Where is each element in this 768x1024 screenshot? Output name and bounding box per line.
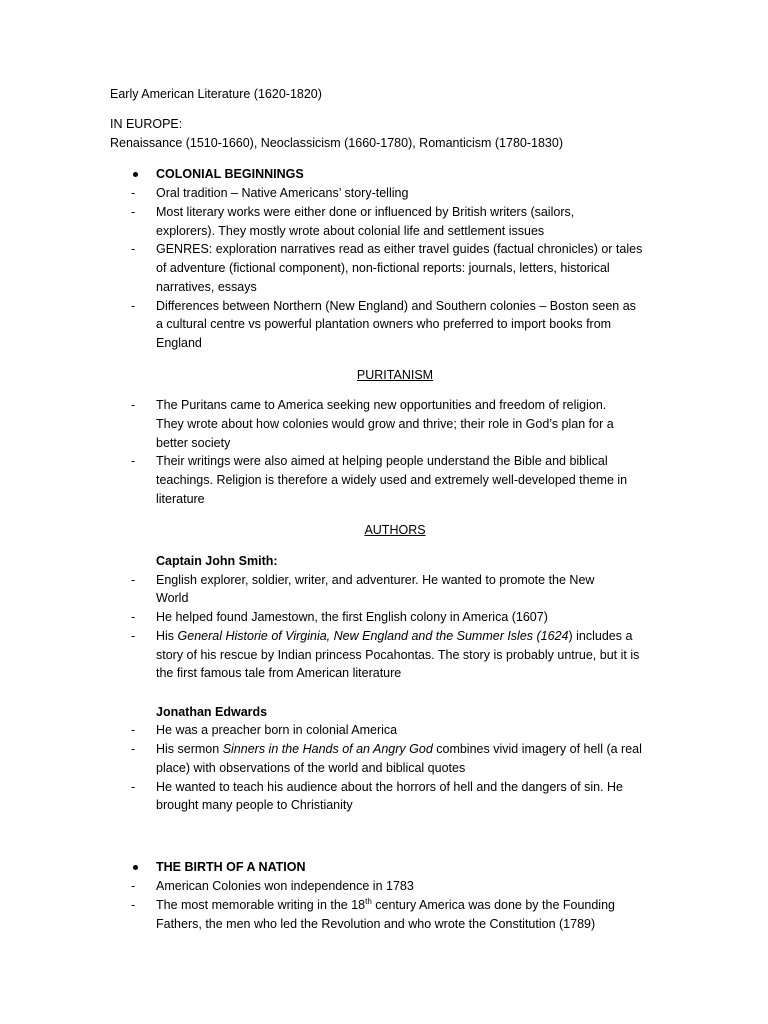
document-title: Early American Literature (1620-1820) xyxy=(110,87,322,101)
list-item: American Colonies won independence in 1783 xyxy=(156,879,414,893)
authors-heading: AUTHORS xyxy=(364,523,426,537)
book-title: General Historie of Virginia, New England and the Summer Isles (1624 xyxy=(177,629,569,643)
author-name-smith: Captain John Smith: xyxy=(156,554,278,568)
list-item-continuation: better society xyxy=(156,436,231,450)
dash-marker: - xyxy=(131,629,136,643)
list-item-continuation: literature xyxy=(156,492,205,506)
dash-marker: - xyxy=(131,610,136,624)
list-item xyxy=(156,896,615,915)
dash-marker: - xyxy=(131,454,136,468)
dash-marker: - xyxy=(131,879,136,893)
list-item: He wanted to teach his audience about the horrors of hell and the dangers of sin. He xyxy=(156,780,623,794)
list-item-continuation: story of his rescue by Indian princess Pocahontas. The story is probably untrue, but it is xyxy=(156,648,640,662)
list-item: Differences between Northern (New England) and Southern colonies – Boston seen as xyxy=(156,299,636,313)
list-item-continuation: teachings. Religion is therefore a widely used and extremely well-developed theme in xyxy=(156,473,628,487)
list-item: Most literary works were either done or influenced by British writers (sailors, xyxy=(156,205,575,219)
list-item: He was a preacher born in colonial America xyxy=(156,723,398,737)
list-item: GENRES: exploration narratives read as either travel guides (factual chronicles) or tales xyxy=(156,242,643,256)
bullet-icon xyxy=(133,865,138,870)
list-item xyxy=(156,627,632,646)
list-item-continuation: a cultural centre vs powerful plantation owners who preferred to import books from xyxy=(156,317,612,331)
dash-marker: - xyxy=(131,205,136,219)
list-item xyxy=(156,740,642,759)
dash-marker: - xyxy=(131,242,136,256)
list-item-continuation: place) with observations of the world and biblical quotes xyxy=(156,761,466,775)
list-item-continuation: Fathers, the men who led the Revolution and who wrote the Constitution (1789) xyxy=(156,917,596,931)
europe-label: IN EUROPE: xyxy=(110,117,183,131)
list-item: The Puritans came to America seeking new opportunities and freedom of religion. xyxy=(156,398,607,412)
dash-marker: - xyxy=(131,186,136,200)
text-run: His xyxy=(156,629,178,643)
dash-marker: - xyxy=(131,742,136,756)
nation-heading: THE BIRTH OF A NATION xyxy=(156,860,306,874)
europe-periods: Renaissance (1510-1660), Neoclassicism (1660-1780), Romanticism (1780-1830) xyxy=(110,136,563,150)
superscript: th xyxy=(365,896,372,906)
list-item-continuation: narratives, essays xyxy=(156,280,257,294)
puritanism-heading: PURITANISM xyxy=(356,368,434,382)
dash-marker: - xyxy=(131,573,136,587)
list-item: English explorer, soldier, writer, and adventurer. He wanted to promote the New xyxy=(156,573,595,587)
dash-marker: - xyxy=(131,723,136,737)
list-item-continuation: World xyxy=(156,591,189,605)
dash-marker: - xyxy=(131,398,136,412)
bullet-icon xyxy=(133,172,138,177)
list-item-continuation: the first famous tale from American literature xyxy=(156,666,402,680)
list-item: Oral tradition – Native Americans’ story-telling xyxy=(156,186,409,200)
list-item-continuation: England xyxy=(156,336,202,350)
dash-marker: - xyxy=(131,898,136,912)
text-run: The most memorable writing in the 18 xyxy=(156,898,366,912)
colonial-heading: COLONIAL BEGINNINGS xyxy=(156,167,304,181)
text-run: combines vivid imagery of hell (a real xyxy=(432,742,642,756)
list-item-continuation: explorers). They mostly wrote about colonial life and settlement issues xyxy=(156,224,545,238)
text-run: ) includes a xyxy=(568,629,633,643)
dash-marker: - xyxy=(131,299,136,313)
author-name-edwards: Jonathan Edwards xyxy=(156,705,268,719)
dash-marker: - xyxy=(131,780,136,794)
sermon-title: Sinners in the Hands of an Angry God xyxy=(222,742,433,756)
text-run: His sermon xyxy=(156,742,223,756)
list-item-continuation: They wrote about how colonies would grow and thrive; their role in God’s plan for a xyxy=(156,417,614,431)
list-item-continuation: of adventure (fictional component), non-fictional reports: journals, letters, historical xyxy=(156,261,610,275)
list-item-continuation: brought many people to Christianity xyxy=(156,798,353,812)
list-item: Their writings were also aimed at helping people understand the Bible and biblical xyxy=(156,454,608,468)
list-item: He helped found Jamestown, the first English colony in America (1607) xyxy=(156,610,548,624)
text-run: century America was done by the Founding xyxy=(371,898,615,912)
